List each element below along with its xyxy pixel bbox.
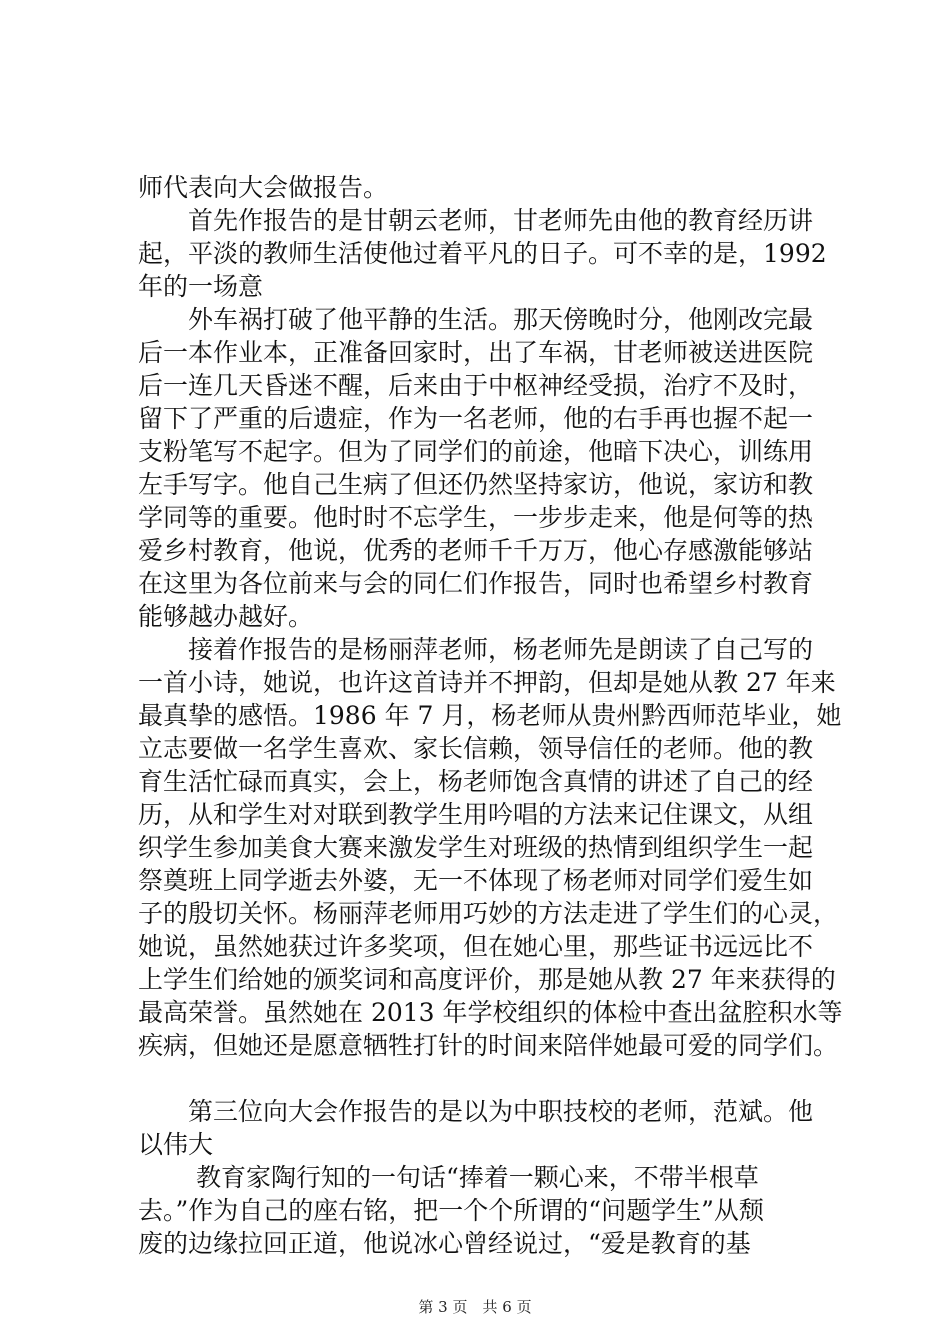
text-line: 最真挚的感悟。1986 年 7 月，杨老师从贵州黔西师范毕业，她 (138, 701, 842, 730)
text-line: 织学生参加美食大赛来激发学生对班级的热情到组织学生一起 (138, 833, 814, 862)
text-line: 在这里为各位前来与会的同仁们作报告，同时也希望乡村教育 (138, 569, 814, 598)
text-line: 她说，虽然她获过许多奖项，但在她心里，那些证书远远比不 (138, 932, 814, 961)
text-line: 左手写字。他自己生病了但还仍然坚持家访，他说，家访和教 (138, 470, 814, 499)
text-line: 育生活忙碌而真实，会上，杨老师饱含真情的讲述了自己的经 (138, 767, 814, 796)
text-line: 立志要做一名学生喜欢、家长信赖，领导信任的老师。他的教 (138, 734, 814, 763)
text-line: 后一连几天昏迷不醒，后来由于中枢神经受损，治疗不及时， (138, 371, 814, 400)
text-line: 第三位向大会作报告的是以为中职技校的老师，范斌。他 (138, 1097, 814, 1126)
text-line: 后一本作业本，正准备回家时，出了车祸，甘老师被送进医院 (138, 338, 814, 367)
text-line: 支粉笔写不起字。但为了同学们的前途，他暗下决心，训练用 (138, 437, 814, 466)
text-line: 起，平淡的教师生活使他过着平凡的日子。可不幸的是，1992 (138, 239, 827, 268)
text-line: 最高荣誉。虽然她在 2013 年学校组织的体检中查出盆腔积水等 (138, 998, 843, 1027)
text-line: 首先作报告的是甘朝云老师，甘老师先由他的教育经历讲 (138, 206, 814, 235)
text-line: 历，从和学生对对联到教学生用吟唱的方法来记住课文，从组 (138, 800, 814, 829)
text-line: 去。”作为自己的座右铭，把一个个所谓的“问题学生”从颓 (138, 1196, 764, 1225)
text-line: 外车祸打破了他平静的生活。那天傍晚时分，他刚改完最 (138, 305, 814, 334)
text-line: 能够越办越好。 (138, 602, 314, 631)
text-line: 教育家陶行知的一句话“捧着一颗心来，不带半根草 (138, 1163, 759, 1192)
text-line: 上学生们给她的颁奖词和高度评价，那是她从教 27 年来获得的 (138, 965, 836, 994)
text-line: 留下了严重的后遗症，作为一名老师，他的右手再也握不起一 (138, 404, 814, 433)
text-line: 爱乡村教育，他说，优秀的老师千千万万，他心存感激能够站 (138, 536, 814, 565)
text-line: 子的殷切关怀。杨丽萍老师用巧妙的方法走进了学生们的心灵， (138, 899, 839, 928)
text-line: 年的一场意 (138, 272, 264, 301)
text-line: 师代表向大会做报告。 (138, 173, 389, 202)
text-line: 祭奠班上同学逝去外婆，无一不体现了杨老师对同学们爱生如 (138, 866, 814, 895)
page-number-footer: 第 3 页 共 6 页 (418, 1298, 532, 1316)
text-line: 以伟大 (138, 1130, 214, 1159)
text-line: 疾病，但她还是愿意牺牲打针的时间来陪伴她最可爱的同学们。 (138, 1031, 839, 1060)
text-line: 废的边缘拉回正道，他说冰心曾经说过，“爱是教育的基 (138, 1229, 751, 1258)
text-line: 学同等的重要。他时时不忘学生，一步步走来，他是何等的热 (138, 503, 814, 532)
text-line: 一首小诗，她说，也许这首诗并不押韵，但却是她从教 27 年来 (138, 668, 836, 697)
text-line: 接着作报告的是杨丽萍老师，杨老师先是朗读了自己写的 (138, 635, 814, 664)
